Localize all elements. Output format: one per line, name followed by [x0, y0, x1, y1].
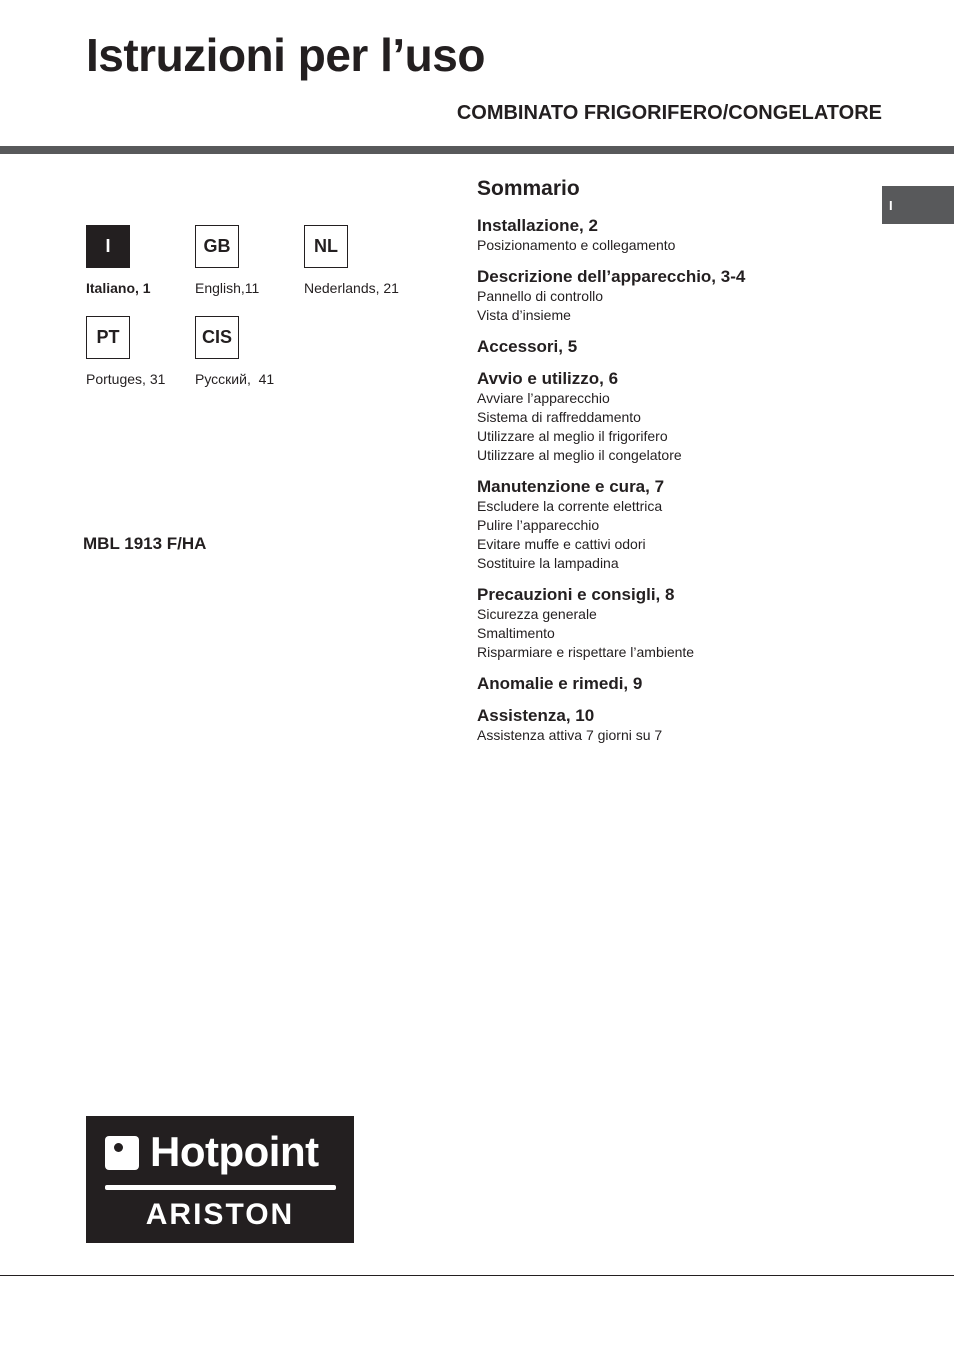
language-code-nl[interactable]: NL [304, 225, 348, 268]
hotpoint-ariston-logo [86, 1116, 354, 1243]
language-label-cis[interactable]: Русский, 41 [195, 371, 275, 387]
toc-section-installazione [477, 216, 877, 255]
toc-subitem: Pannello di controllo [477, 288, 604, 304]
toc-subitem: Escludere la corrente elettrica [477, 498, 663, 514]
toc-subitem: Assistenza attiva 7 giorni su 7 [477, 727, 663, 743]
toc-heading: Sommario [477, 177, 580, 200]
language-side-tab: I [882, 186, 954, 224]
toc-section-title[interactable]: Assistenza, 10 [477, 706, 595, 725]
toc-subitem: Smaltimento [477, 625, 555, 641]
toc-section-title[interactable]: Descrizione dell’apparecchio, 3-4 [477, 267, 746, 286]
toc-section-avvio [477, 369, 877, 465]
header-divider [0, 146, 954, 154]
toc-section-precauzioni [477, 585, 877, 662]
language-code-pt[interactable]: PT [86, 316, 130, 359]
toc-subitem: Vista d’insieme [477, 307, 571, 323]
toc-section-title[interactable]: Precauzioni e consigli, 8 [477, 585, 675, 604]
toc-section-title[interactable]: Anomalie e rimedi, 9 [477, 674, 643, 693]
toc-subitem: Sostituire la lampadina [477, 555, 619, 571]
toc-subitem: Utilizzare al meglio il frigorifero [477, 428, 668, 444]
toc-section-anomalie [477, 674, 877, 694]
toc-section-title[interactable]: Avvio e utilizzo, 6 [477, 369, 619, 388]
toc-subitem: Sistema di raffreddamento [477, 409, 641, 425]
toc-section-title[interactable]: Manutenzione e cura, 7 [477, 477, 665, 496]
table-of-contents [477, 176, 877, 757]
toc-subitem: Pulire l’apparecchio [477, 517, 600, 533]
logo-dot [114, 1143, 123, 1152]
toc-section-title[interactable]: Installazione, 2 [477, 216, 598, 235]
logo-subbrand-text: ARISTON [145, 1198, 295, 1231]
language-code-cis[interactable]: CIS [195, 316, 239, 359]
toc-section-descrizione [477, 267, 877, 325]
logo-brand-text: Hotpoint [150, 1128, 319, 1175]
toc-section-assistenza [477, 706, 877, 745]
toc-subitem: Risparmiare e rispettare l’ambiente [477, 644, 695, 660]
toc-section-manutenzione [477, 477, 877, 573]
toc-subitem: Utilizzare al meglio il congelatore [477, 447, 682, 463]
toc-subitem: Evitare muffe e cattivi odori [477, 536, 646, 552]
model-number: MBL 1913 F/HA [83, 534, 207, 553]
footer-divider [0, 1275, 954, 1276]
product-subtitle: COMBINATO FRIGORIFERO/CONGELATORE [456, 102, 882, 124]
toc-section-title[interactable]: Accessori, 5 [477, 337, 578, 356]
toc-subitem: Posizionamento e collegamento [477, 237, 676, 253]
toc-section-accessori [477, 337, 877, 357]
language-label-it[interactable]: Italiano, 1 [86, 280, 151, 296]
language-code-it[interactable]: I [86, 225, 130, 268]
toc-subitem: Sicurezza generale [477, 606, 597, 622]
language-label-gb[interactable]: English,11 [195, 280, 260, 296]
language-label-nl[interactable]: Nederlands, 21 [304, 280, 399, 296]
toc-subitem: Avviare l’apparecchio [477, 390, 610, 406]
logo-divider [105, 1185, 336, 1190]
logo-mark-icon [105, 1136, 139, 1170]
page-title: Istruzioni per l’uso [86, 29, 485, 81]
language-label-pt[interactable]: Portuges, 31 [86, 371, 166, 387]
language-code-gb[interactable]: GB [195, 225, 239, 268]
